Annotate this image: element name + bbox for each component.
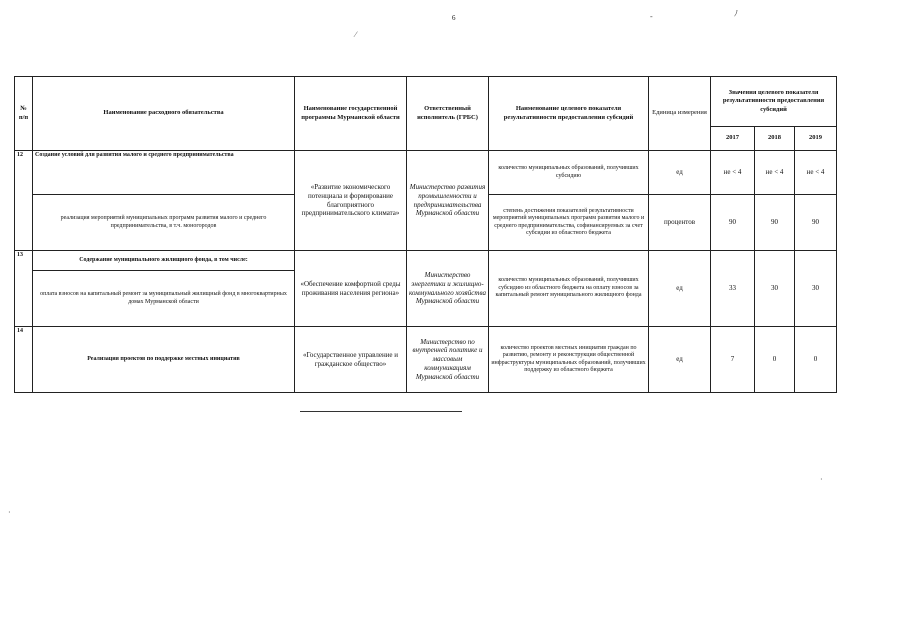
indicator-text: степень достижения показателей результативности мероприятий муниципальных программ развития малого и среднего предпринимательства, софинансируемых за счет субсидии из областного бюджета (489, 195, 649, 251)
header-executor: Ответственный исполнитель (ГРБС) (407, 77, 489, 151)
table-row (15, 251, 837, 271)
table-row (15, 151, 837, 195)
unit-cell: ед (649, 251, 711, 327)
scan-speck: ⁄ (355, 30, 357, 39)
header-year: 2017 (711, 127, 755, 151)
indicator-text: количество муниципальных образований, получивших субсидию (489, 151, 649, 195)
unit-cell: ед (649, 151, 711, 195)
indicator-text: количество проектов местных инициатив граждан по развитию, ремонту и реконструкции общественной инфраструктуры муниципальных образований, получивших поддержку из областного бюджета (489, 327, 649, 393)
executor-name: Министерство развития промышленности и предпринимательства Мурманской области (407, 151, 489, 251)
header-program: Наименование государственной программы Мурманской области (295, 77, 407, 151)
unit-cell: ед (649, 327, 711, 393)
value-2018: 90 (755, 195, 795, 251)
header-obligation: Наименование расходного обязательства (33, 77, 295, 151)
scan-speck: · (820, 475, 823, 484)
value-2018: 30 (755, 251, 795, 327)
unit-cell: процентов (649, 195, 711, 251)
table-row (15, 327, 837, 393)
indicator-text: количество муниципальных образований, получивших субсидию из областного бюджета на оплату взносов за капитальный ремонт муниципального жилищного фонда (489, 251, 649, 327)
value-2019: 0 (795, 327, 837, 393)
obligation-subitem: реализация мероприятий муниципальных программ развития малого и среднего предпринимательства, в т.ч. моногородов (33, 195, 295, 251)
header-year: 2019 (795, 127, 837, 151)
page-number: 6 (452, 14, 456, 22)
obligation-title: Содержание муниципального жилищного фонда, в том числе: (33, 251, 295, 271)
footer-separator-line (300, 411, 462, 412)
header-unit: Единица измерения (649, 77, 711, 151)
row-number: 13 (15, 251, 33, 327)
obligation-subitem: оплата взносов на капитальный ремонт за муниципальный жилищный фонд в многоквартирных домах Мурманской области (33, 271, 295, 327)
row-number: 12 (15, 151, 33, 251)
value-2018: не < 4 (755, 151, 795, 195)
value-2017: 90 (711, 195, 755, 251)
obligation-title: Реализация проектов по поддержке местных инициатив (33, 327, 295, 393)
value-2018: 0 (755, 327, 795, 393)
executor-name: Министерство энергетики и жилищно-коммунального хозяйства Мурманской области (407, 251, 489, 327)
program-name: «Государственное управление и гражданское общество» (295, 327, 407, 393)
table-header-row (15, 77, 837, 127)
obligation-title: Создание условий для развития малого и среднего предпринимательства (33, 151, 295, 195)
header-values-group: Значения целевого показателя результативности предоставления субсидий (711, 77, 837, 127)
value-2017: не < 4 (711, 151, 755, 195)
header-indicator: Наименование целевого показателя результативности предоставления субсидий (489, 77, 649, 151)
value-2019: 30 (795, 251, 837, 327)
header-year: 2018 (755, 127, 795, 151)
value-2017: 7 (711, 327, 755, 393)
value-2017: 33 (711, 251, 755, 327)
program-name: «Обеспечение комфортной среды проживания населения региона» (295, 251, 407, 327)
scan-speck: ﾉ (734, 9, 738, 18)
scan-speck: - (650, 12, 653, 21)
scan-speck: · (8, 508, 11, 517)
obligations-table (14, 76, 837, 393)
value-2019: не < 4 (795, 151, 837, 195)
value-2019: 90 (795, 195, 837, 251)
row-number: 14 (15, 327, 33, 393)
executor-name: Министерство по внутренней политике и массовым коммуникациям Мурманской области (407, 327, 489, 393)
header-num: № п/п (15, 77, 33, 151)
program-name: «Развитие экономического потенциала и формирование благоприятного предпринимательского климата» (295, 151, 407, 251)
